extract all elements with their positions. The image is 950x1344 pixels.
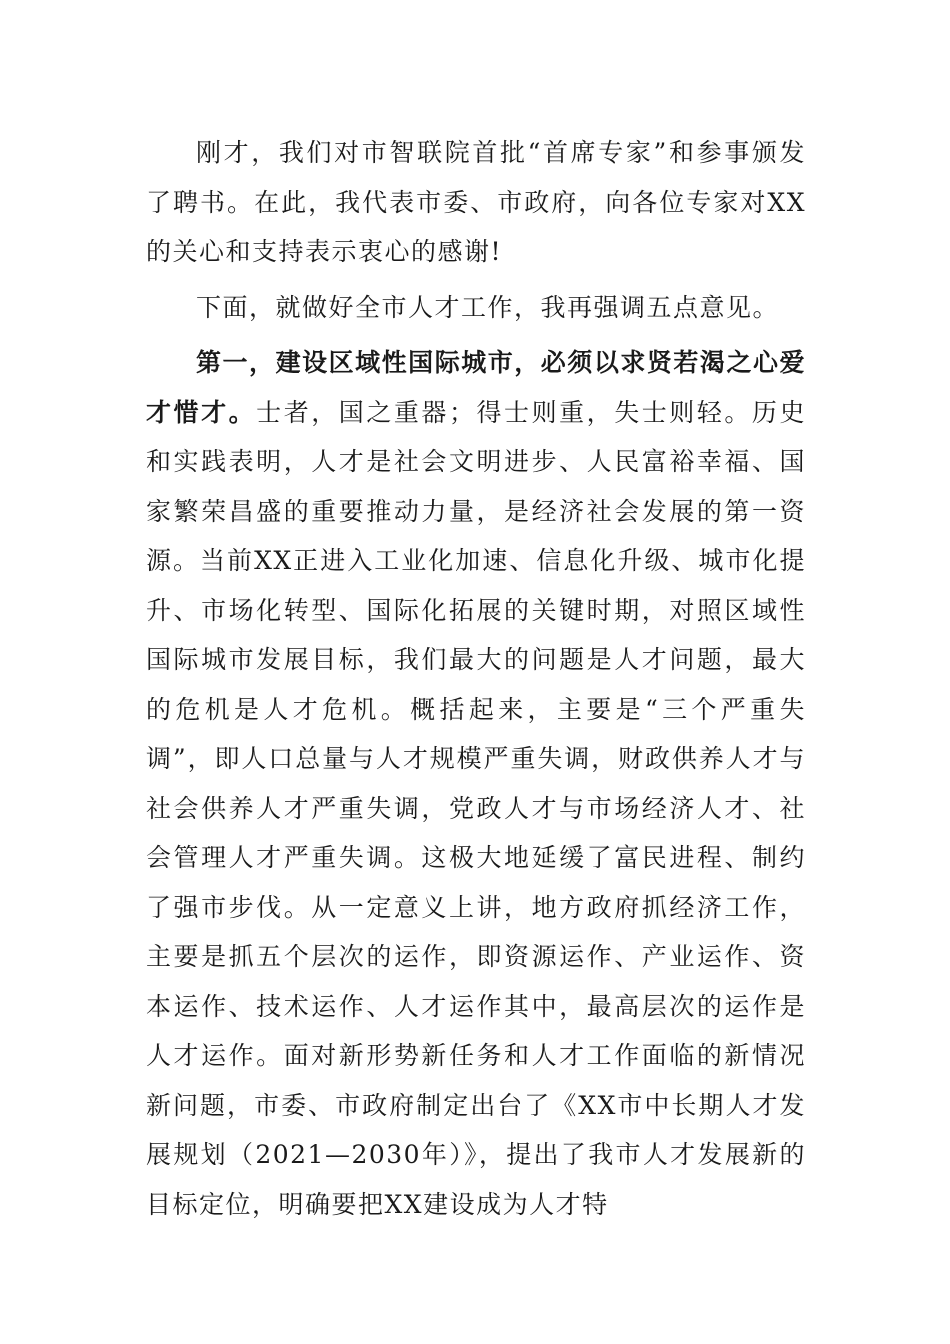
paragraph-1-text: 刚才，我们对市智联院首批“首席专家”和参事颁发了聘书。在此，我代表市委、市政府，向各位专家对XX的关心和支持表示衷心的感谢! [146,138,806,266]
paragraph-3-heading: 第一，建设区域性国际城市，必须以求贤若渴之心爱才惜才。 [146,348,806,427]
paragraph-2 [146,283,806,333]
paragraph-2-text: 下面，就做好全市人才工作，我再强调五点意见。 [196,292,780,322]
paragraph-1 [146,128,806,277]
paragraph-3-text: 士者，国之重器；得士则重，失士则轻。历史和实践表明，人才是社会文明进步、人民富裕幸福、国家繁荣昌盛的重要推动力量，是经济社会发展的第一资源。当前XX正进入工业化加速、信息化升级、城市化提升、市场化转型、国际化拓展的关键时期，对照区域性国际城市发展目标，我们最大的问题是人才问题，最大的危机是人才危机。概括起来，主要是“三个严重失调”，即人口总量与人才规模严重失调，财政供养人才与社会供养人才严重失调，党政人才与市场经济人才、社会管理人才严重失调。这极大地延缓了富民进程、制约了强市步伐。从一定意义上讲，地方政府抓经济工作，主要是抓五个层次的运作，即资源运作、产业运作、资本运作、技术运作、人才运作其中，最高层次的运作是人才运作。面对新形势新任务和人才工作面临的新情况新问题，市委、市政府制定出台了《XX市中长期人才发展规划（2021—2030年）》，提出了我市人才发展新的目标定位，明确要把XX建设成为人才特 [146,397,806,1219]
document-body [146,128,806,1229]
paragraph-3 [146,338,806,1229]
